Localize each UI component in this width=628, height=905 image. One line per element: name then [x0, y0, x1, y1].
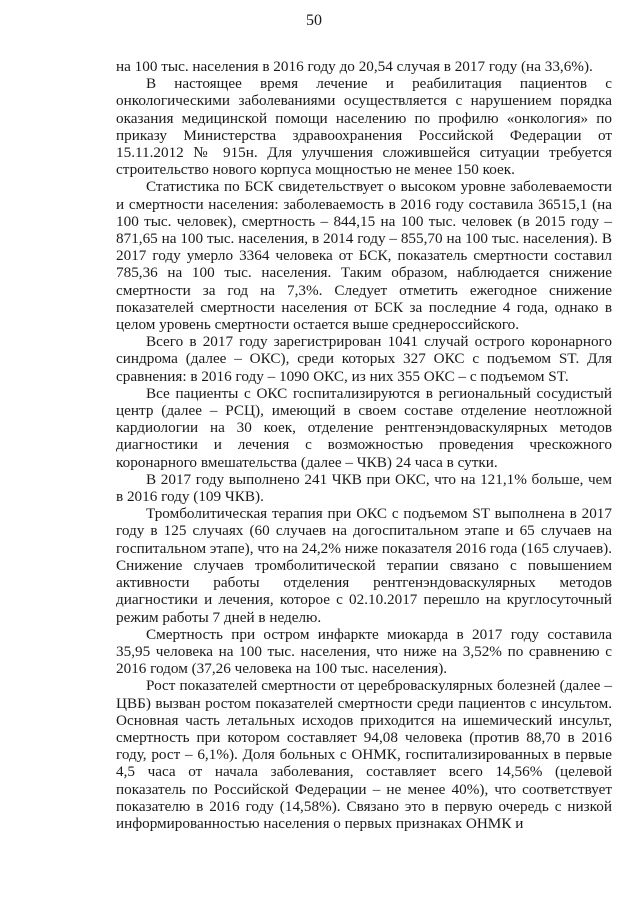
paragraph-oncology-incidence-end: на 100 тыс. населения в 2016 году до 20,54 случая в 2017 году (на 33,6%).	[116, 58, 593, 75]
paragraph-cvd-mortality: Рост показателей смертности от цереброваскулярных болезней (далее – ЦВБ) вызван ростом показателей смертности среди пациентов с инсультом. Основная часть летальных исходов приходится на ишемический инсульт, смертность при котором составляет 94,08 человека (против 88,70 в 2016 году, рост – 6,1%). Доля больных с ОНМК, госпитализированных в первые 4,5 часа от начала заболевания, составляет всего 14,56% (целевой показатель по Российской Федерации – не менее 40%), что соответствует показателю в 2016 году (14,58%). Связано это в первую очередь с низкой информированностью населения о первых признаках ОНМК и	[116, 677, 612, 832]
paragraph-oncology-care: В настоящее время лечение и реабилитация пациентов с онкологическими заболеваниями осуществляется с нарушением порядка оказания медицинской помощи населению по профилю «онкология» по приказу Министерства здравоохранения Российской Федерации от 15.11.2012 № 915н. Для улучшения сложившейся ситуации требуется строительство нового корпуса мощностью не менее 150 коек.	[116, 75, 612, 179]
document-body	[116, 58, 612, 832]
paragraph-acs-cases: Всего в 2017 году зарегистрирован 1041 случай острого коронарного синдрома (далее – ОКС), среди которых 327 ОКС с подъемом ST. Для сравнения: в 2016 году – 1090 ОКС, из них 355 ОКС – с подъемом ST.	[116, 333, 612, 385]
paragraph-vascular-center: Все пациенты с ОКС госпитализируются в региональный сосудистый центр (далее – РСЦ), имеющий в своем составе отделение неотложной кардиологии на 30 коек, отделение рентгенэндоваскулярных методов диагностики и лечения с возможностью проведения чрескожного коронарного вмешательства (далее – ЧКВ) 24 часа в сутки.	[116, 384, 612, 471]
paragraph-thrombolytic-therapy: Тромболитическая терапия при ОКС с подъемом ST выполнена в 2017 году в 125 случаях (60 случаев на догоспитальном этапе и 65 случаев на госпитальном этапе), что на 24,2% ниже показателя 2016 года (165 случаев). Снижение случаев тромболитической терапии связано с повышением активности работы отделения рентгенэндоваскулярных методов диагностики и лечения, которое с 02.10.2017 перешло на круглосуточный режим работы 7 дней в неделю.	[116, 505, 612, 626]
paragraph-pci-count: В 2017 году выполнено 241 ЧКВ при ОКС, что на 121,1% больше, чем в 2016 году (109 ЧКВ).	[116, 470, 612, 506]
paragraph-mi-mortality: Смертность при остром инфаркте миокарда в 2017 году составила 35,95 человека на 100 тыс. населения, что ниже на 3,52% по сравнению с 2016 годом (37,26 человека на 100 тыс. населения).	[116, 625, 612, 678]
page-number: 50	[306, 12, 322, 29]
paragraph-bsk-statistics: Статистика по БСК свидетельствует о высоком уровне заболеваемости и смертности населения: заболеваемость в 2016 году составила 36515,1 (на 100 тыс. человек), смертность – 844,15 на 100 тыс. человек (в 2015 году – 871,65 на 100 тыс. населения, в 2014 году – 855,70 на 100 тыс. населения). В 2017 году умерло 3364 человека от БСК, показатель смертности составил 785,36 на 100 тыс. населения. Таким образом, наблюдается снижение смертности за год на 7,3%. Следует отметить ежегодное снижение показателей смертности населения от БСК за последние 4 года, однако в целом уровень смертности остается выше среднероссийского.	[116, 178, 612, 334]
